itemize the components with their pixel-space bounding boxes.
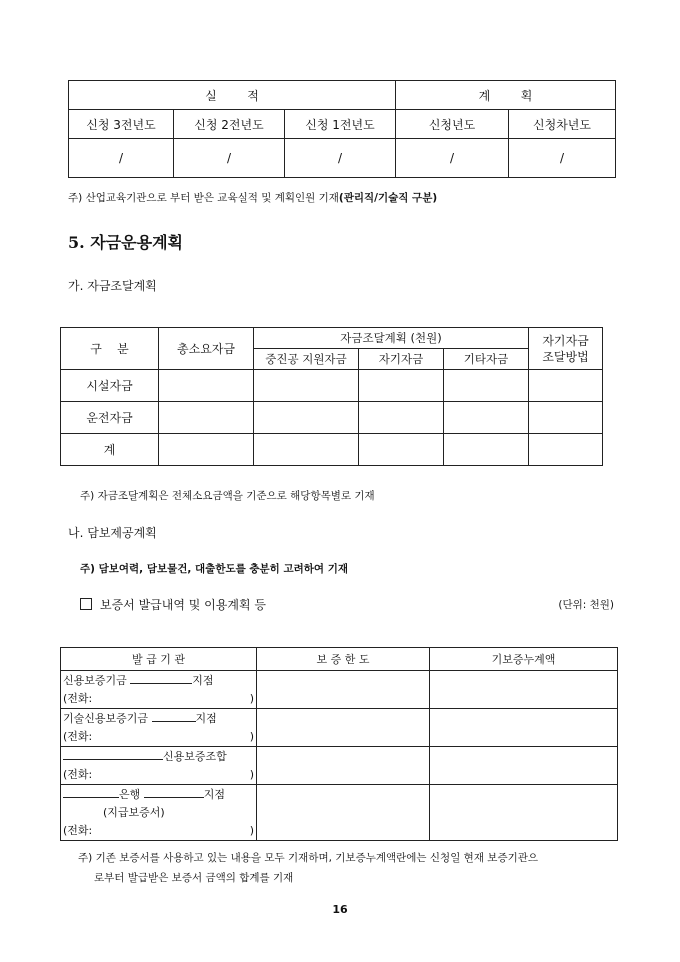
col-plan: 자금조달계획 (천원) [254,328,529,349]
issuer-cell: 기술신용보증기금 지점 (전화: ) [61,709,257,747]
guarantee-note-line1: 주) 기존 보증서를 사용하고 있는 내용을 모두 기재하며, 기보증누계액란에는 신청일 현재 보증기관으 [78,852,539,864]
subsection-title-na: 나. 담보제공계획 [68,526,157,540]
guarantee-note-line2: 로부터 발급받은 보증서 금액의 합계를 기재 [94,872,294,884]
col-year-1: 신청 1전년도 [285,110,396,139]
col-method-line1: 자기자금 [542,333,589,348]
header-issuer: 발 급 기 관 [61,648,257,671]
perf-note-text: 주) 산업교육기관으로 부터 받은 교육실적 및 계획인원 기재 [68,192,339,204]
cell-value: / [69,139,174,178]
cell-value: / [174,139,285,178]
page-number: 16 [332,903,348,916]
col-method-line2: 조달방법 [542,349,589,364]
subsection-title-ga: 가. 자금조달계획 [68,279,157,293]
cell-value: / [285,139,396,178]
collateral-note: 주) 담보여력, 담보물건, 대출한도를 충분히 고려하여 기재 [80,563,348,575]
guarantee-table [60,647,618,841]
perf-note-bold: (관리직/기술직 구분) [338,192,438,204]
cell-value: / [509,139,616,178]
checkbox[interactable] [80,598,92,610]
col-year-3: 신청 3전년도 [69,110,174,139]
fund-note: 주) 자금조달계획은 전체소요금액을 기준으로 해당항목별로 기재 [80,490,375,502]
row-label: 운전자금 [61,402,159,434]
header-performance: 실 적 [69,81,396,110]
col-method [529,328,603,370]
col-year-apply: 신청년도 [396,110,509,139]
cell-value: / [396,139,509,178]
checkbox-row [80,596,266,613]
guarantee-note [78,848,538,888]
header-limit: 보 증 한 도 [257,648,430,671]
subcol-own: 자기자금 [359,349,444,370]
fund-plan-table [60,327,603,466]
col-year-next: 신청차년도 [509,110,616,139]
col-total: 총소요자금 [159,328,254,370]
unit-label: (단위: 천원) [558,599,614,611]
issuer-cell: 신용보증조합 (전화: ) [61,747,257,785]
subcol-other: 기타자금 [444,349,529,370]
section-title: 5. 자금운용계획 [68,233,184,252]
subcol-sbc: 중진공 지원자금 [254,349,359,370]
col-year-2: 신청 2전년도 [174,110,285,139]
header-plan: 계 획 [396,81,616,110]
perf-note [68,190,437,205]
issuer-cell: 은행 지점 (지급보증서) (전화: ) [61,785,257,841]
checkbox-label: 보증서 발급내역 및 이용계획 등 [100,598,266,612]
col-gubun: 구 분 [61,328,159,370]
issuer-cell: 신용보증기금 지점 (전화: ) [61,671,257,709]
row-label: 시설자금 [61,370,159,402]
performance-table [68,80,616,178]
row-label: 계 [61,434,159,466]
header-cumulative: 기보증누계액 [430,648,618,671]
